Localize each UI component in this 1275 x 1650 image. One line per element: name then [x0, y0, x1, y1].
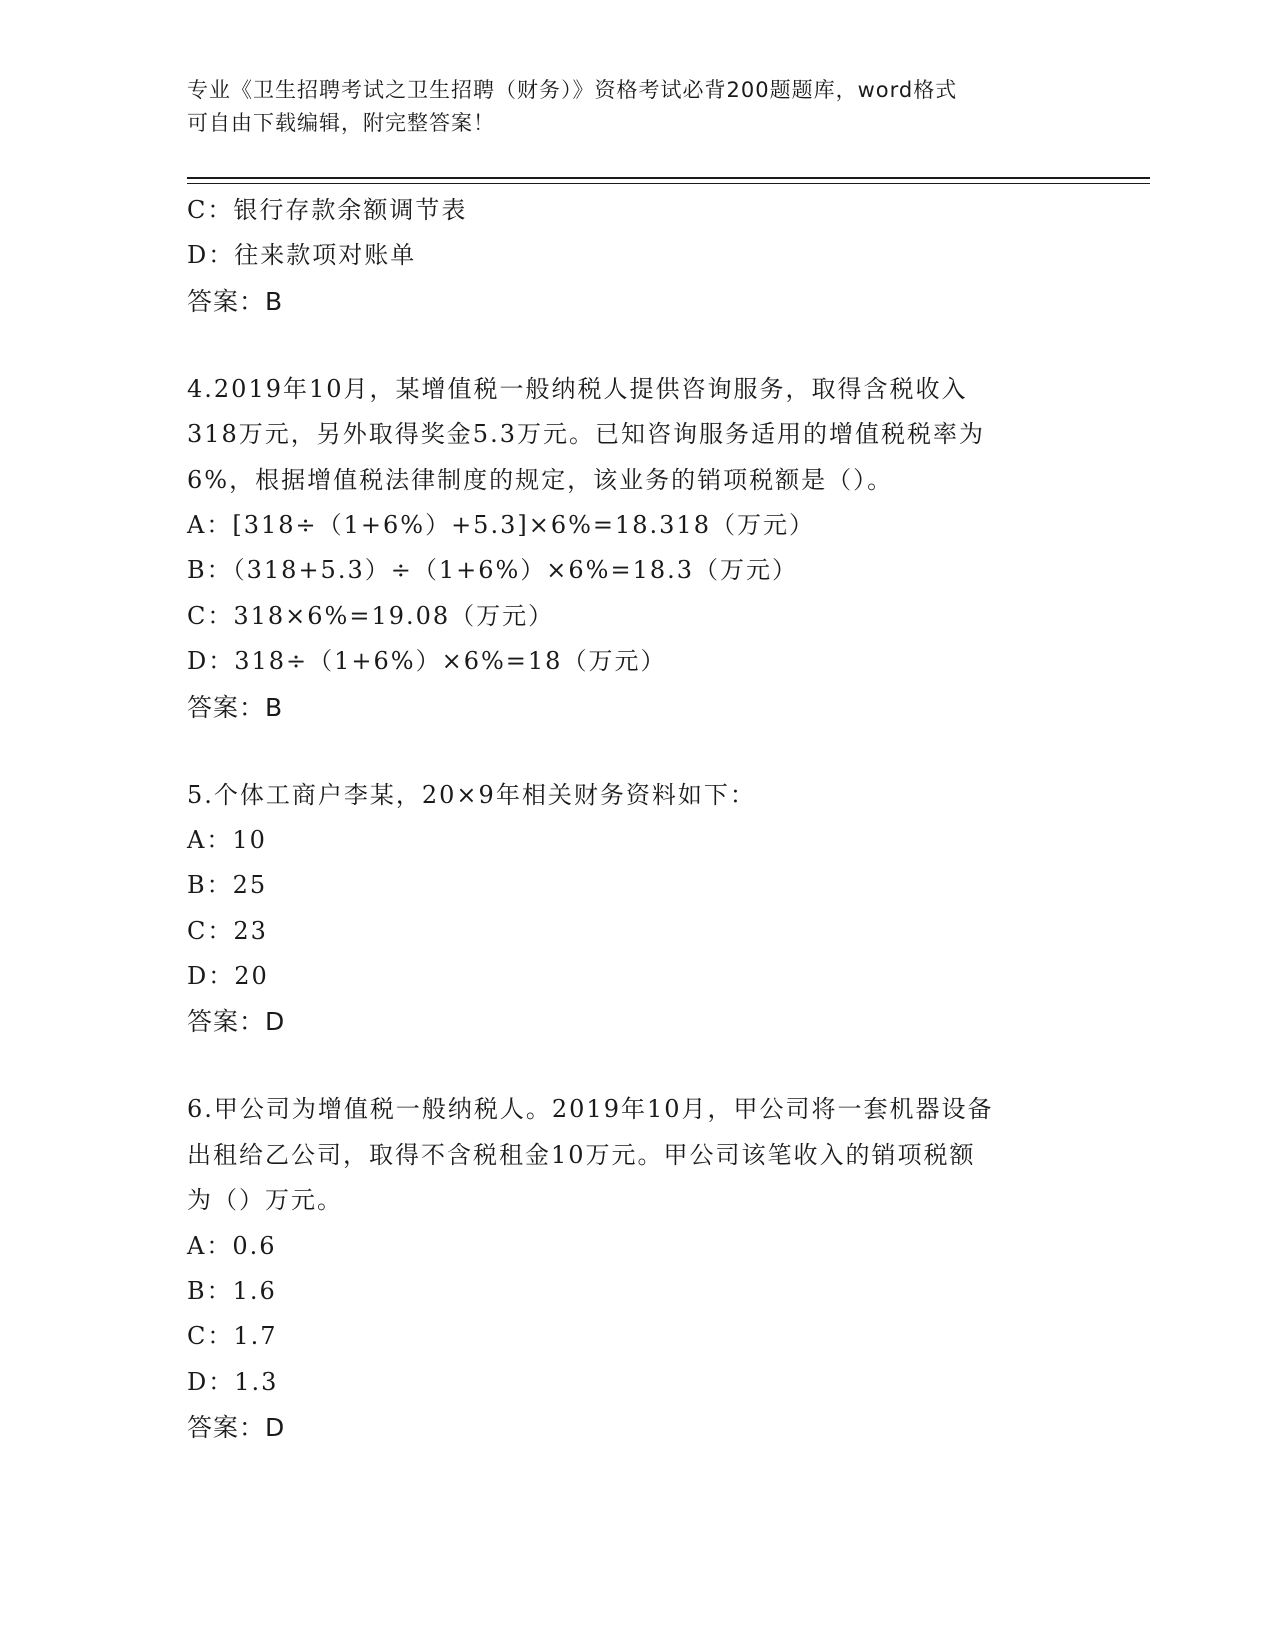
option-c: C：银行存款余额调节表: [187, 196, 468, 224]
option-b: B：25: [187, 871, 268, 900]
question-text-line: 为（）万元。: [187, 1186, 343, 1215]
question-text-line: 318万元，另外取得奖金5.3万元。已知咨询服务适用的增值税税率为: [187, 420, 985, 449]
question-text-line: 6%，根据增值税法律制度的规定，该业务的销项税额是（）。: [187, 465, 894, 494]
question-text-line: 出租给乙公司，取得不含税租金10万元。甲公司该笔收入的销项税额: [187, 1140, 976, 1169]
option-b: B：1.6: [187, 1277, 277, 1306]
question-spacer: [187, 731, 1087, 773]
answer-line: 答案：D: [187, 1413, 286, 1443]
option-c: C：1.7: [187, 1322, 278, 1351]
option-a: A：[318÷（1+6%）+5.3]×6%=18.318（万元）: [187, 510, 815, 539]
question-list: [187, 188, 1087, 1451]
question-spacer: [187, 325, 1087, 367]
question-spacer: [187, 1045, 1087, 1087]
question-text-line: 4.2019年10月，某增值税一般纳税人提供咨询服务，取得含税收入: [187, 374, 968, 403]
header-divider-thick: [187, 177, 1150, 179]
option-d: D：318÷（1+6%）×6%=18（万元）: [187, 647, 667, 676]
option-a: A：0.6: [187, 1231, 277, 1260]
question-4: [187, 367, 1087, 731]
answer-line: 答案：B: [187, 692, 284, 722]
option-a: A：10: [187, 825, 267, 854]
question-text-line: 6.甲公司为增值税一般纳税人。2019年10月，甲公司将一套机器设备: [187, 1095, 994, 1124]
question-3-tail: [187, 188, 1087, 325]
header-divider-thin: [187, 183, 1150, 184]
document-header: [187, 74, 1087, 140]
option-b: B：（318+5.3）÷（1+6%）×6%=18.3（万元）: [187, 556, 799, 585]
question-text-line: 5.个体工商户李某，20×9年相关财务资料如下：: [187, 780, 756, 809]
answer-line: 答案：D: [187, 1007, 286, 1037]
option-c: C：23: [187, 916, 268, 945]
option-d: D：往来款项对账单: [187, 241, 417, 270]
answer-line: 答案：B: [187, 286, 284, 316]
option-c: C：318×6%=19.08（万元）: [187, 601, 555, 630]
header-line-1: 专业《卫生招聘考试之卫生招聘（财务）》资格考试必背200题题库，word格式: [187, 78, 958, 102]
header-line-2: 可自由下载编辑，附完整答案！: [187, 111, 495, 135]
option-d: D：1.3: [187, 1367, 279, 1396]
option-d: D：20: [187, 962, 269, 991]
question-5: [187, 773, 1087, 1046]
question-6: [187, 1087, 1087, 1451]
